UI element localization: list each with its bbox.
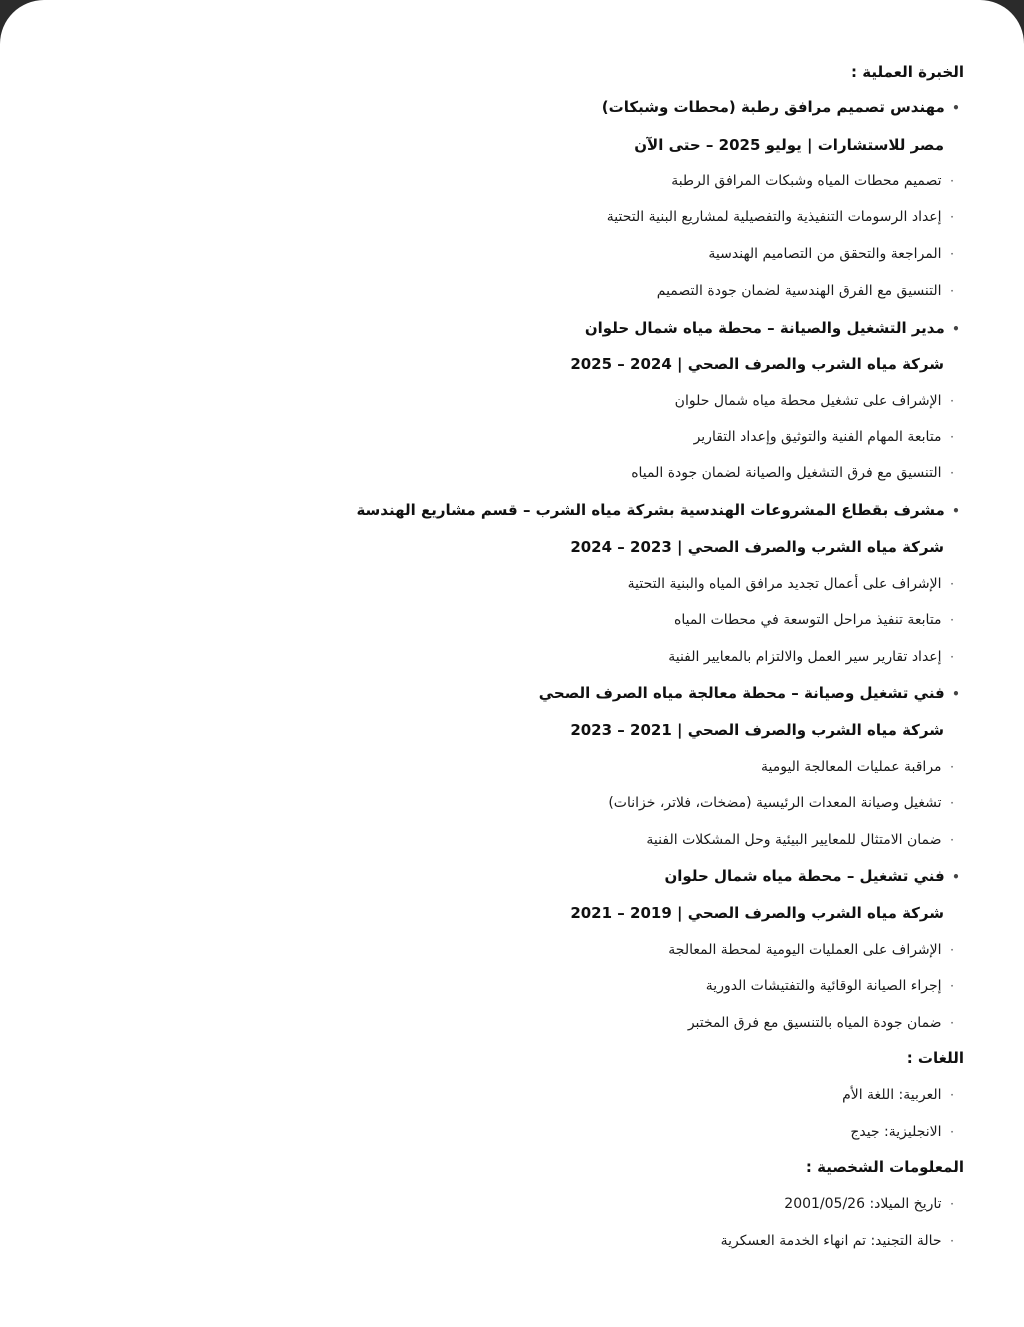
list-item-text: المراجعة والتحقق من التصاميم الهندسية [708, 246, 942, 262]
list-item-text: ضمان جودة المياه بالتنسيق مع فرق المختبر [687, 1015, 942, 1031]
company-line: شركة مياه الشرب والصرف الصحي | 2023 – 2024 [570, 538, 944, 556]
birth-date-value: 2001/05/26 [784, 1196, 865, 1212]
list-item [842, 1085, 958, 1105]
bullet-icon: · [950, 174, 954, 188]
list-item-text: الإشراف على أعمال تجديد مرافق المياه والبنية التحتية [627, 576, 942, 592]
list-item [608, 793, 958, 813]
section-heading-languages: اللغات : [906, 1049, 964, 1067]
list-item [657, 281, 958, 301]
job-title [356, 500, 962, 520]
list-item [671, 171, 958, 191]
job-title-text: مشرف بقطاع المشروعات الهندسية بشركة مياه الشرب – قسم مشاريع الهندسة [356, 501, 945, 519]
list-item [674, 610, 958, 630]
bullet-icon: · [950, 650, 954, 664]
list-item [708, 244, 958, 264]
list-item [628, 574, 958, 594]
list-item-text: مراقبة عمليات المعالجة اليومية [760, 759, 942, 775]
bullet-icon: • [952, 101, 960, 115]
birth-date-label: تاريخ الميلاد: [869, 1196, 942, 1212]
bullet-icon: · [950, 943, 954, 957]
bullet-icon: · [950, 247, 954, 261]
list-item-text: ضمان الامتثال للمعايير البيئية وحل المشكلات الفنية [646, 832, 942, 848]
list-item [721, 1231, 958, 1251]
bullet-icon: · [950, 979, 954, 993]
job-title-text: مهندس تصميم مرافق رطبة (محطات وشبكات) [601, 98, 945, 116]
bullet-icon: · [950, 284, 954, 298]
bullet-icon: • [952, 687, 960, 701]
list-item [706, 976, 958, 996]
bullet-icon: · [950, 613, 954, 627]
bullet-icon: · [950, 1125, 954, 1139]
company-line: شركة مياه الشرب والصرف الصحي | 2021 – 2023 [570, 721, 944, 739]
list-item [646, 830, 958, 850]
section-heading-personal: المعلومات الشخصية : [805, 1158, 964, 1176]
list-item [688, 1013, 958, 1033]
bullet-icon: • [952, 504, 960, 518]
job-title [602, 97, 962, 117]
list-item [850, 1122, 958, 1142]
bullet-icon: · [950, 1016, 954, 1030]
list-item-text: تشغيل وصيانة المعدات الرئيسية (مضخات، فلاتر، خزانات) [608, 795, 942, 811]
bullet-icon: · [950, 760, 954, 774]
list-item-text: إعداد تقارير سير العمل والالتزام بالمعايير الفنية [668, 649, 942, 665]
bullet-icon: · [950, 1197, 954, 1211]
bullet-icon: · [950, 833, 954, 847]
list-item-text: تصميم محطات المياه وشبكات المرافق الرطبة [671, 173, 942, 189]
list-item [631, 463, 958, 483]
job-title [664, 866, 962, 886]
list-item-text: متابعة تنفيذ مراحل التوسعة في محطات المياه [674, 612, 942, 628]
list-item [761, 757, 958, 777]
list-item [675, 391, 958, 411]
bullet-icon: · [950, 1088, 954, 1102]
list-item [784, 1194, 958, 1214]
bullet-icon: · [950, 577, 954, 591]
list-item-text: التنسيق مع الفرق الهندسية لضمان جودة التصميم [656, 283, 942, 299]
job-title [539, 683, 962, 703]
list-item [694, 427, 958, 447]
list-item-text: الانجليزية: جيدج [850, 1124, 942, 1140]
bullet-icon: • [952, 870, 960, 884]
section-heading-work: الخبرة العملية : [851, 63, 964, 81]
list-item-text: الإشراف على العمليات اليومية لمحطة المعالجة [668, 942, 942, 958]
job-title-text: فني تشغيل – محطة مياه شمال حلوان [664, 867, 945, 885]
list-item-text: الإشراف على تشغيل محطة مياه شمال حلوان [674, 393, 942, 409]
list-item [668, 940, 958, 960]
list-item-text: متابعة المهام الفنية والتوثيق وإعداد التقارير [693, 429, 942, 445]
bullet-icon: · [950, 210, 954, 224]
bullet-icon: · [950, 796, 954, 810]
bullet-icon: · [950, 1234, 954, 1248]
bullet-icon: · [950, 430, 954, 444]
bullet-icon: · [950, 466, 954, 480]
bullet-icon: · [950, 394, 954, 408]
job-title-text: فني تشغيل وصيانة – محطة معالجة مياه الصرف الصحي [538, 684, 945, 702]
bullet-icon: • [952, 322, 960, 336]
list-item-text: إجراء الصيانة الوقائية والتفتيشات الدورية [705, 978, 942, 994]
company-line: مصر للاستشارات | يوليو 2025 – حتى الآن [634, 136, 944, 154]
list-item-text: العربية: اللغة الأم [842, 1087, 942, 1103]
list-item [607, 207, 958, 227]
company-line: شركة مياه الشرب والصرف الصحي | 2024 – 2025 [570, 355, 944, 373]
list-item-text: إعداد الرسومات التنفيذية والتفصيلية لمشاريع البنية التحتية [606, 209, 942, 225]
list-item [668, 647, 958, 667]
job-title-text: مدير التشغيل والصيانة – محطة مياه شمال حلوان [584, 319, 945, 337]
company-line: شركة مياه الشرب والصرف الصحي | 2019 – 2021 [570, 904, 944, 922]
military-status: حالة التجنيد: تم انهاء الخدمة العسكرية [720, 1233, 942, 1249]
list-item-text: التنسيق مع فرق التشغيل والصيانة لضمان جودة المياه [631, 465, 942, 481]
job-title [585, 318, 962, 338]
